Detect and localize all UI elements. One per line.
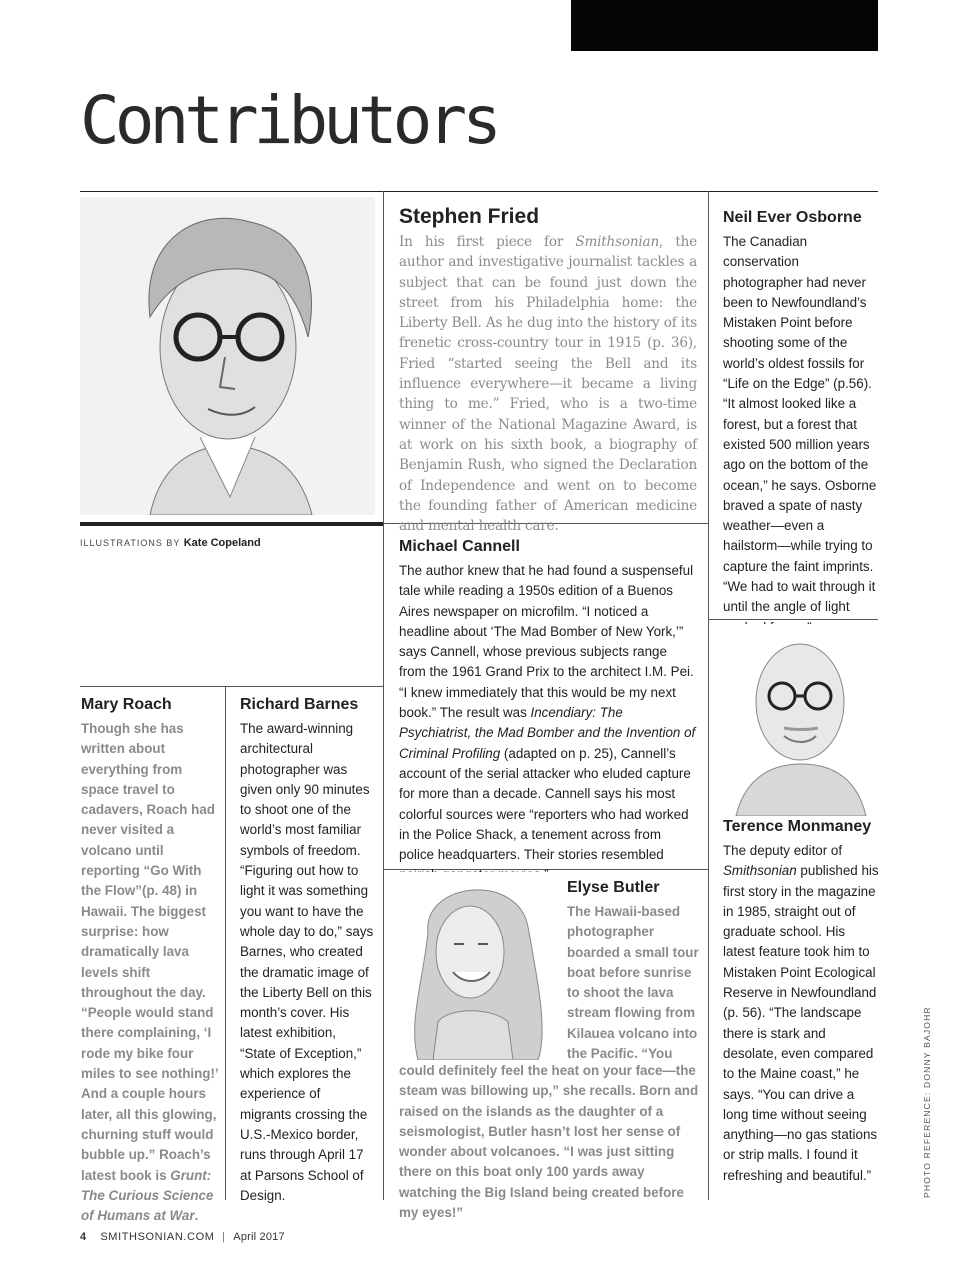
header-black-bar <box>571 0 878 51</box>
osborne-bio: The Canadian conservation photographer had never been to Newfoundland’s Mistaken Point before shooting some of the world’s oldest fossils for “Life on the Edge” (p.56). “It almost looked like a forest, but a forest that existed 500 million years ago on the bottom of the ocean,” he says. Osborne braved a spate of nasty weather—even a hailstorm—while trying to capture the faint imprints. “We had to wait through it until the angle of light <box>723 234 877 615</box>
column-divider-3 <box>225 687 226 1200</box>
page-title: Contributors <box>80 82 497 159</box>
site-name: SMITHSONIAN.COM <box>100 1231 215 1243</box>
cannell-bio: The author knew that he had found a suspenseful tale while reading a 1950s edition of a Buenos Aires newspaper on microfilm. “I noticed a headline about ‘The Mad Bomber of New York,’” says Cannell, whose previous subjects range from the 1961 Grand Prix to the architect I.M. Pei. “I knew immediately that this would be my next book.” The result was Incendiary: The Psychiatrist, the Mad Bomber and the Invention of Criminal Profiling (adapted on p. 25), Cannell’s account of the serial attacker who eluded capture for more than a decade. Cannell says his most colorful sources were “reporters who had worked in the Police Shack, a tenement across from police headquarters. Their stories resembled <box>399 563 696 863</box>
column-divider-1 <box>383 191 384 1200</box>
roach-rule <box>80 686 383 687</box>
top-rule <box>80 191 878 192</box>
thick-rule <box>80 522 384 526</box>
fried-bio: In his first piece for Smithsonian, the author and investigative journalist tackles a subject that can be found just down the street from his Philadelphia home: the Liberty Bell. As he dug into the history of its frenetic cross-country tour in 1915 (p. 36), Fried “started seeing the Bell and its influence everywhere—it became a living thing to me.” Fried, who is a two-time winner of the National Magazine Award, is at work on his sixth book, a biography of Benjamin Rush, who signed the Declaration of Independence and went on to become the founding father of American medicine and mental health care. <box>399 234 698 535</box>
cannell-block <box>399 536 697 886</box>
butler-portrait <box>398 872 556 1060</box>
butler-bio-bottom: could definitely feel the heat on your face—the steam was billowing up,” she recalls. Born and raised on the islands as the daughter of a seismologist, Butler hasn’t lost her sense of wonder about volcanoes. “I was just sitting there on this boat only 100 yards away watching the Big Island being created before my eyes!” <box>399 1063 699 1221</box>
butler-name: Elyse Butler <box>567 879 660 896</box>
barnes-block <box>240 694 374 1206</box>
issue-date: April 2017 <box>233 1231 285 1243</box>
footer-separator: | <box>222 1231 226 1243</box>
column-divider-2 <box>708 191 709 1200</box>
fried-portrait-illustration <box>80 197 375 515</box>
cannell-name: Michael Cannell <box>399 538 520 555</box>
roach-name: Mary Roach <box>81 696 172 713</box>
illustration-credit: ILLUSTRATIONS BY Kate Copeland <box>80 537 261 549</box>
page-footer <box>80 1231 285 1243</box>
monmaney-name: Terence Monmaney <box>723 818 872 835</box>
fried-name: Stephen Fried <box>399 205 540 228</box>
photo-reference: PHOTO REFERENCE: DONNY BAJOHR <box>922 1006 932 1198</box>
fried-block <box>399 204 697 536</box>
monmaney-block <box>723 816 879 1186</box>
monmaney-bio: The deputy editor of Smithsonian published his first story in the magazine in 1985, straight out of graduate school. His latest feature took him to Mistaken Point Ecological Reserve in Newfoundland (p. 56). “The landscape there is stark and desolate, even compared to the Maine coast,” he says. “You can drive a long time without seeing anything—no gas stations or strip malls. I found it refreshing and beautiful.” <box>723 843 879 1183</box>
monmaney-portrait <box>716 624 878 816</box>
roach-bio: Though she has written about everything from space travel to cadavers, Roach had never visited a volcano until reporting “Go With the Flow”(p. 48) in Hawaii. The biggest surprise: how dramatically lava levels shift throughout the day. “People would stand there complaining, ‘I rode my bike four miles to see nothing!’ And a couple hours later, all this glowing, churning stuff would bubble up.” Roach’s latest book is Grunt: The Curious Science of Humans at War. <box>81 721 218 1224</box>
butler-portrait-illustration <box>398 872 556 1060</box>
butler-bio-side: The Hawaii-based photographer boarded a small tour boat before sunrise to shoot the lava stream flowing from Kilauea volcano into the Pacific. “You <box>567 904 699 1062</box>
page-number: 4 <box>80 1231 87 1243</box>
barnes-bio: The award-winning architectural photographer was given only 90 minutes to shoot one of the world’s most familiar symbols of freedom. “Figuring out how to light it was something you want to have the whole day to do,” says Barnes, who created the dramatic image of the Liberty Bell on this month’s cover. His latest exhibition, “State of Exception,” which explores the experience of migrants crossing the U.S.-Mexico border, runs through April 17 at Parsons School of Design. <box>240 721 374 1203</box>
osborne-name: Neil Ever Osborne <box>723 209 862 226</box>
fried-portrait <box>80 197 375 515</box>
barnes-name: Richard Barnes <box>240 696 359 713</box>
osborne-block <box>723 207 879 638</box>
monmaney-portrait-illustration <box>716 624 878 816</box>
butler-block <box>567 877 699 1064</box>
roach-block <box>81 694 219 1226</box>
